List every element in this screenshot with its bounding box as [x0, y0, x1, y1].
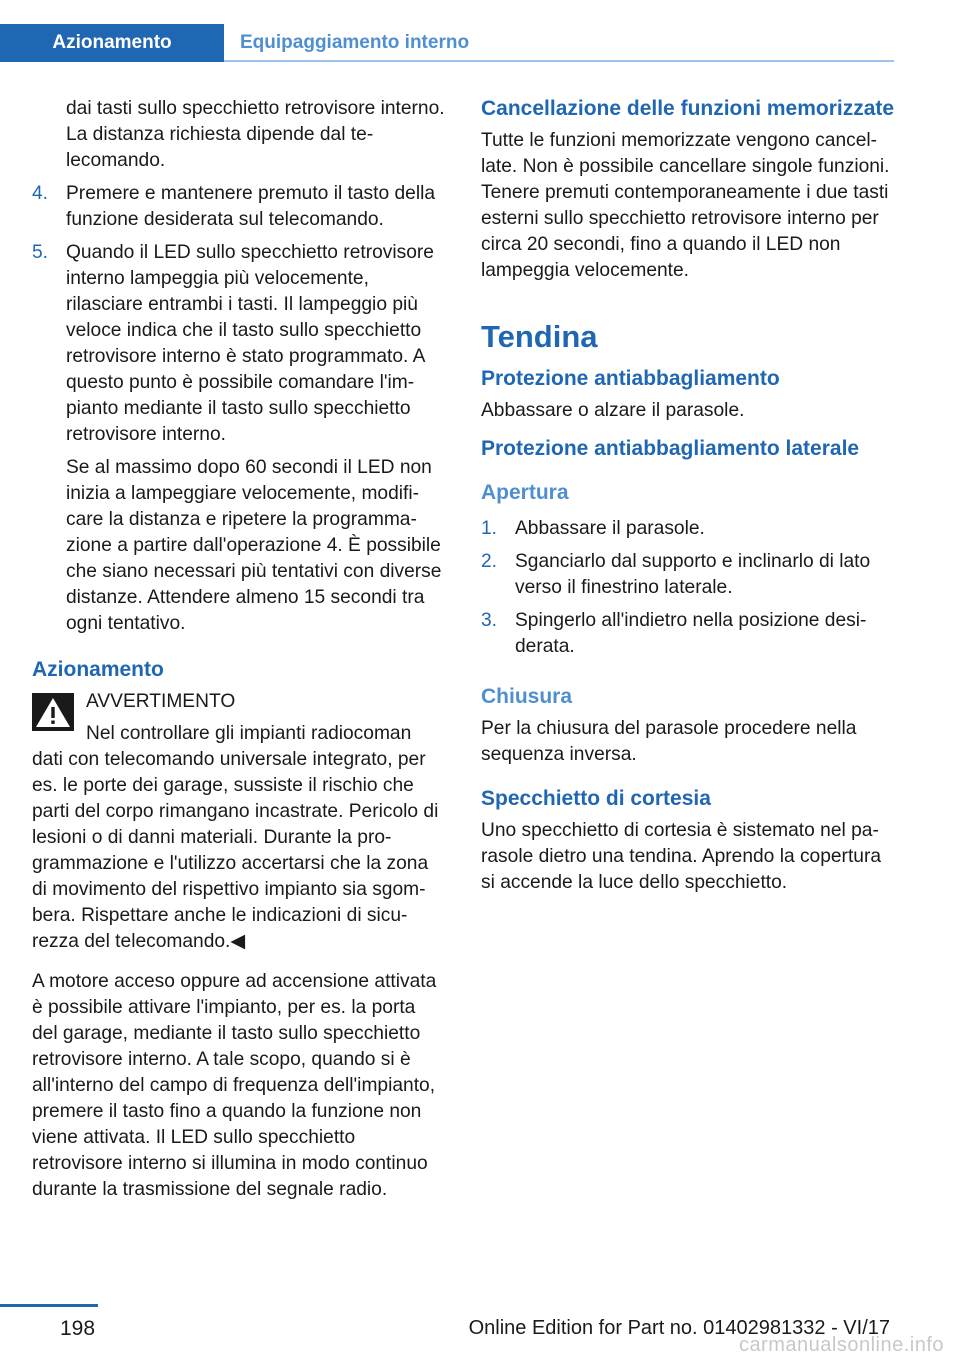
step-number: 5.	[32, 242, 49, 263]
step-1	[481, 516, 895, 542]
body-paragraph: Tutte le funzioni memorizzate vengono cancellate. Non è possibile cancellare singole funzioni. Tenere premuti contemporaneamente i due tasti esterni sullo specchietto retrovisore interno per circa 20 secondi, fino a quando il LED non lampeggia velocemente.	[481, 130, 890, 281]
warning-body: dati con telecomando universale integrato, per es. le porte dei garage, sussiste il rischio che parti del corpo rimangano incastrate. Pericolo di lesioni o di danni materiali. Durante la programmazione e l'utilizzo accertarsi che la zona di movimento del rispettivo impianto sia sgombera. Rispettare anche le indicazioni di sicurezza del telecomando.◀	[32, 749, 439, 952]
section-heading-protezione: Protezione antiabbagliamento	[481, 367, 780, 390]
step-continuation: dai tasti sullo specchietto retrovisore interno. La distanza richiesta dipende dal telecomando.	[66, 98, 445, 171]
step-4	[32, 181, 446, 233]
section-heading-protezione-laterale: Protezione antiabbagliamento laterale	[481, 437, 860, 460]
body-paragraph: A motore acceso oppure ad accensione attivata è possibile attivare l'impianto, per es. la porta del garage, mediante il tasto sullo specchietto retrovisore interno. A tale scopo, quando si è all'interno del campo di frequenza dell'impianto, premere il tasto fino a quando la funzione non viene attivata. Il LED sullo specchietto retrovisore interno si illumina in modo continuo durante la trasmissione del segnale radio.	[32, 971, 437, 1200]
step-text: Quando il LED sullo specchietto retrovisore interno lampeggia più velocemente, rilasciare entrambi i tasti. Il lampeggio più veloce indica che il tasto sullo specchietto retrovisore interno è stato programmato. A questo punto è possibile comandare l'impianto mediante il tasto sullo specchietto retrovisore interno.	[66, 242, 434, 445]
page-number: 198	[60, 1317, 96, 1340]
left-column	[32, 96, 446, 1217]
footer-rule	[0, 1304, 98, 1307]
step-3	[481, 608, 895, 660]
page-header	[0, 0, 960, 64]
subheading-apertura: Apertura	[481, 481, 569, 504]
subheading-chiusura: Chiusura	[481, 685, 573, 708]
header-tab-azionamento: Azionamento	[0, 24, 224, 62]
edition-note: Online Edition for Part no. 01402981332 - VI/17	[468, 1317, 890, 1339]
body-paragraph: Abbassare o alzare il parasole.	[481, 400, 745, 421]
warning-title: AVVERTIMENTO	[86, 691, 236, 712]
step-text: Premere e mantenere premuto il tasto della funzione desiderata sul telecomando.	[66, 183, 436, 230]
warning-body-first: Nel controllare gli impianti radiocoman	[86, 723, 412, 744]
step-number: 1.	[481, 518, 498, 539]
warning-triangle-icon	[32, 693, 74, 731]
section-heading-cancellazione: Cancellazione delle funzioni memorizzate	[481, 97, 895, 120]
step-text: Sganciarlo dal supporto e inclinarlo di lato verso il finestrino laterale.	[515, 551, 871, 598]
step-number: 4.	[32, 183, 49, 204]
warning-box	[32, 689, 446, 955]
header-tab-equipaggiamento-interno: Equipaggiamento interno	[240, 32, 470, 53]
body-paragraph: Uno specchietto di cortesia è sistemato nel parasole dietro una tendina. Aprendo la copertura si accende la luce dello specchietto.	[481, 820, 882, 893]
body-paragraph: Per la chiusura del parasole procedere nella sequenza inversa.	[481, 718, 857, 765]
step-number: 2.	[481, 551, 498, 572]
chapter-heading-tendina: Tendina	[481, 319, 598, 354]
watermark: carmanualsonline.info	[738, 1334, 944, 1356]
step-2	[481, 549, 895, 601]
right-column	[481, 96, 895, 910]
header-rule	[224, 60, 894, 62]
step-text: Spingerlo all'indietro nella posizione desiderata.	[515, 610, 867, 657]
step-note: Se al massimo dopo 60 secondi il LED non inizia a lampeggiare velocemente, modificare la distanza e ripetere la programmazione a partire dall'operazione 4. È possibile che siano necessari più tentativi con diverse distanze. Attendere almeno 15 secondi tra ogni tentativo.	[66, 457, 442, 634]
section-heading-specchietto: Specchietto di cortesia	[481, 787, 711, 810]
section-heading-azionamento: Azionamento	[32, 658, 164, 681]
step-5	[32, 240, 446, 637]
step-number: 3.	[481, 610, 498, 631]
step-text: Abbassare il parasole.	[515, 518, 705, 539]
